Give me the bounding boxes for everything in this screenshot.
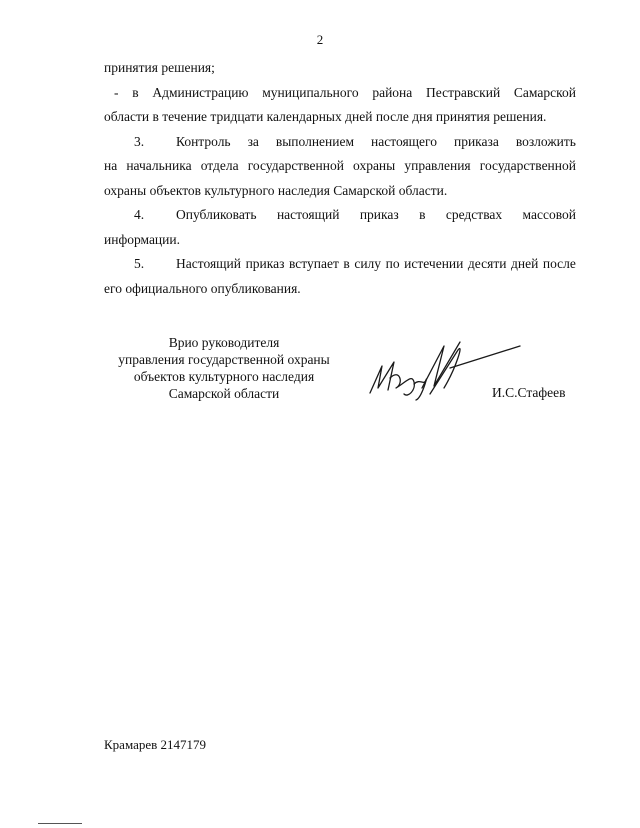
word: истечении	[404, 256, 464, 271]
word: силу	[354, 256, 382, 271]
word: за	[247, 133, 259, 149]
executor-info: Крамарев 2147179	[104, 737, 207, 752]
signatory-title	[104, 334, 344, 402]
signatory-title-line: управления государственной охраны	[118, 352, 330, 367]
bullet-line-2: области в течение тридцати календарных дней после дня принятия решения.	[104, 109, 547, 124]
signatory-title-line: Самарской области	[168, 386, 280, 401]
divider	[38, 823, 82, 824]
word: выполнением	[275, 133, 355, 149]
word: муниципального	[262, 84, 359, 100]
item-text	[176, 130, 576, 155]
word: государственной	[479, 158, 576, 173]
document-body	[104, 56, 576, 301]
word: вступает	[289, 256, 339, 271]
word: управления	[404, 158, 471, 173]
item-number: 5.	[134, 256, 145, 271]
word: приказ	[245, 256, 285, 271]
word: государственной	[247, 158, 344, 173]
signatory-title-line: объектов культурного наследия	[133, 369, 315, 384]
word: по	[385, 256, 400, 271]
word: возложить	[515, 133, 576, 149]
word: настоящего	[371, 133, 437, 149]
word: приказа	[453, 133, 499, 149]
continuation-line: принятия решения;	[104, 60, 215, 75]
bullet-line-1	[104, 81, 576, 106]
word: Контроль	[176, 133, 231, 149]
signatory-title-line: Врио руководителя	[168, 335, 280, 350]
item-3-line-2	[104, 154, 576, 179]
item-3-line-3: охраны объектов культурного наследия Самарской области.	[104, 182, 448, 198]
word: настоящий	[276, 207, 340, 222]
item-number: 3.	[134, 133, 145, 149]
word: на	[104, 158, 118, 173]
word: отдела	[200, 158, 239, 173]
word: Самарской	[513, 84, 576, 100]
word: десяти	[467, 256, 507, 271]
word: в	[419, 207, 426, 222]
word: массовой	[522, 207, 576, 222]
word: Пестравский	[426, 84, 501, 100]
item-number: 4.	[134, 207, 145, 222]
word: в	[343, 256, 350, 271]
word: после	[542, 256, 576, 271]
item-3-line-1	[104, 130, 576, 155]
item-4-line-1	[104, 203, 576, 228]
word: приказ	[359, 207, 399, 222]
word: района	[372, 84, 413, 100]
word: Настоящий	[176, 256, 242, 271]
word: охраны	[353, 158, 396, 173]
word: средствах	[445, 207, 503, 222]
word: Опубликовать	[176, 207, 257, 222]
word: в	[132, 84, 139, 100]
item-text	[176, 252, 576, 277]
signatory-name: И.С.Стафеев	[492, 385, 566, 400]
word: начальника	[126, 158, 192, 173]
item-5-line-2: его официального опубликования.	[104, 280, 301, 296]
page-number: 2	[316, 32, 324, 47]
item-text	[176, 203, 576, 228]
word: дней	[511, 256, 539, 271]
word: -	[114, 84, 119, 100]
item-4-line-2: информации.	[104, 231, 180, 247]
item-5-line-1	[104, 252, 576, 277]
word: Администрацию	[152, 84, 249, 100]
